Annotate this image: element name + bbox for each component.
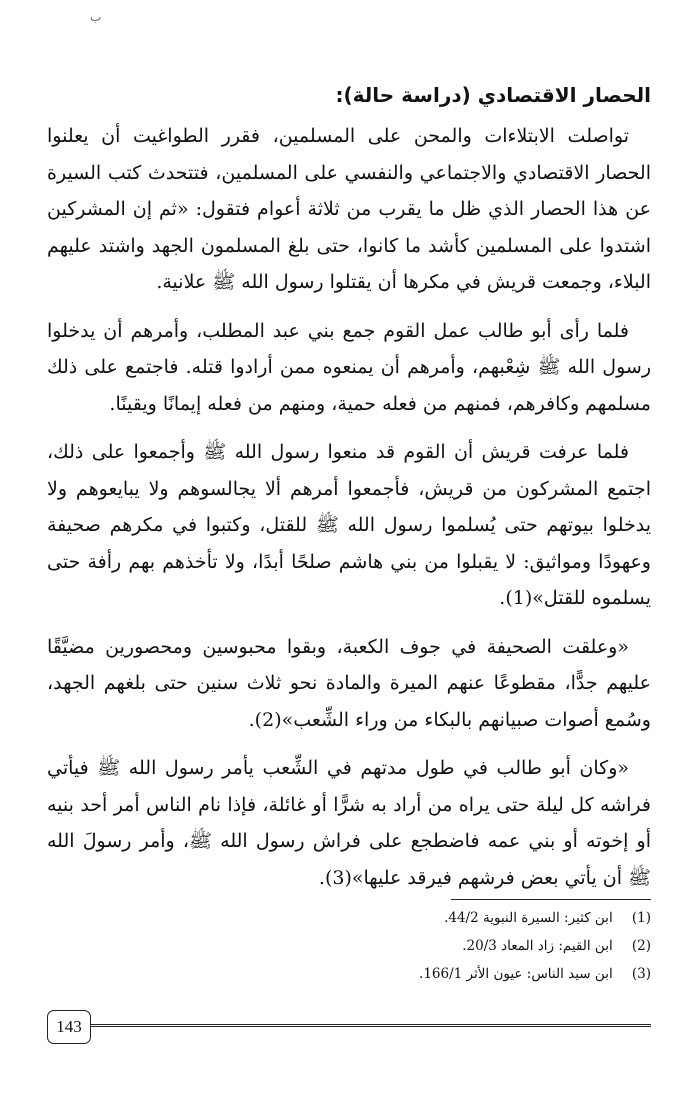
footnote-3 [200,960,651,988]
footnote-number: (2) [631,938,651,954]
footnote-divider [451,899,651,900]
paragraph-5: «وكان أبو طالب في طول مدتهم في الشِّعب يأمر رسول الله ﷺ فيأتي فراشه كل ليلة حتى يراه من أراد به شرًّا أو غائلة، فإذا نام الناس أمر أحد بنيه أو إخوته أو بني عمه فاضطجع على فراش رسول الله ﷺ، وأمر رسولَ الله ﷺ أن يأتي بعض فرشهم فيرقد عليها»(3). [47,757,651,889]
footnote-text: ابن كثير: السيرة النبوية 44/2. [444,910,613,926]
section-heading: الحصار الاقتصادي (دراسة حالة): [335,83,651,107]
main-text [47,80,651,908]
paragraph-4: «وعلقت الصحيفة في جوف الكعبة، وبقوا محبوسين ومحصورين مضيَّقًا عليهم جدًّا، مقطوعًا عنهم الميرة والمادة نحو ثلاث سنين حتى بلغهم الجهد، وسُمع أصوات صبيانهم بالبكاء من وراء الشِّعب»(2). [47,635,651,731]
paragraph-2: فلما رأى أبو طالب عمل القوم جمع بني عبد المطلب، وأمرهم أن يدخلوا رسول الله ﷺ شِعْبهم، وأمرهم أن يمنعوه ممن أرادوا قتله. فاجتمع على ذلك مسلمهم وكافرهم، فمنهم من فعله حمية، ومنهم من فعله إيمانًا ويقينًا. [47,319,651,415]
footnote-text: ابن سيد الناس: عيون الأثر 166/1. [419,966,613,982]
footnote-2 [200,932,651,960]
page-number: 143 [47,1010,91,1044]
footnote-1 [200,904,651,932]
footnote-number: (3) [631,966,651,982]
page-bottom-rule [90,1024,651,1027]
paragraph-3: فلما عرفت قريش أن القوم قد منعوا رسول الله ﷺ وأجمعوا على ذلك، اجتمع المشركون من قريش، فأجمعوا أمرهم ألا يجالسوهم ولا يبايعوهم ولا يدخلوا بيوتهم حتى يُسلموا رسول الله ﷺ للقتل، وكتبوا في مكرهم صحيفة وعهودًا ومواثيق: لا يقبلوا من بني هاشم صلحًا أبدًا، ولا تأخذهم بهم رأفة حتى يسلموه للقتل»(1). [47,441,651,609]
footnote-text: ابن القيم: زاد المعاد 20/3. [462,938,613,954]
footnotes-list [200,904,651,988]
footnote-number: (1) [631,910,651,926]
paragraph-1: تواصلت الابتلاءات والمحن على المسلمين، فقرر الطواغيت أن يعلنوا الحصار الاقتصادي والاجتماعي والنفسي على المسلمين، فتتحدث كتب السيرة عن هذا الحصار الذي ظل ما يقرب من ثلاثة أعوام فتقول: «ثم إن المشركين اشتدوا على المسلمين كأشد ما كانوا، حتى بلغ المسلمون الجهد واشتد عليهم البلاء، وجمعت قريش في مكرها أن يقتلوا رسول الله ﷺ علانية. [47,125,651,293]
corner-mark: ب [90,10,102,24]
